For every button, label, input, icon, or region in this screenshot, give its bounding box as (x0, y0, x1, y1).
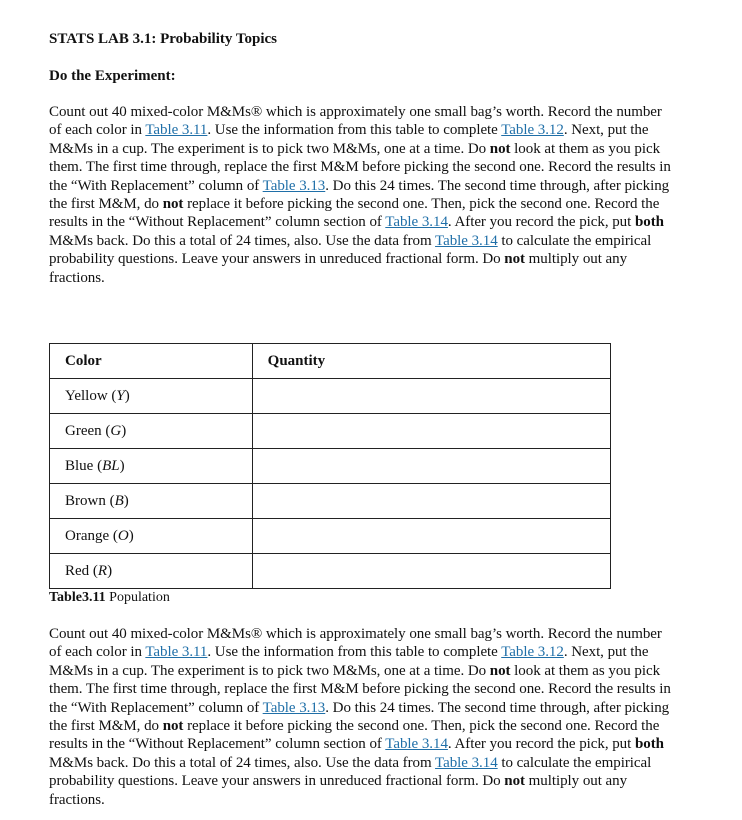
text-run: to calculate the empirical probability questions. Leave your answers in unreduced fractional form. Do (49, 754, 652, 790)
text-run: replace it before picking the second one. Then, pick the second one. Record the results in the “Without Replacement” column section of (49, 718, 660, 753)
text-run: replace it before picking the second one. Then, pick the second one. Record the results in the “Without Replacement” column section of (49, 196, 660, 231)
color-cell: Red (R) (50, 554, 253, 589)
text-run: . Use the information from this table to complete (207, 644, 502, 661)
emphasis-not: not (504, 251, 525, 268)
color-abbr: B (114, 492, 124, 509)
text-run: . Do this 24 times. The second time through, after picking the first M&M, do (49, 699, 670, 735)
caption-text: Population (105, 590, 170, 605)
link-table-3-13[interactable]: Table 3.13 (262, 699, 326, 716)
table-caption (49, 589, 170, 607)
emphasis-not: not (162, 718, 184, 735)
color-abbr: O (117, 527, 129, 544)
text-run: . Next, put the M&Ms in a cup. The experiment is to pick two M&Ms, one at a time. Do (49, 122, 649, 157)
link-table-3-14[interactable]: Table 3.14 (435, 754, 498, 771)
color-abbr: R (97, 562, 108, 579)
quantity-cell[interactable] (252, 449, 610, 484)
color-name: Green (65, 422, 102, 439)
emphasis-not: not (489, 140, 511, 157)
link-table-3-14[interactable]: Table 3.14 (385, 736, 448, 753)
link-table-3-11[interactable]: Table 3.11 (145, 644, 208, 661)
quantity-cell[interactable] (252, 554, 610, 589)
link-table-3-13[interactable]: Table 3.13 (262, 177, 326, 194)
table-row (50, 484, 611, 519)
text-run: look at them as you pick them. The first time through, replace the first M&M before picking the second one. Record the results in the “With Replacement” column of (49, 140, 671, 194)
text-run: look at them as you pick them. The first time through, replace the first M&M before picking the second one. Record the results in the “With Replacement” column of (49, 662, 671, 716)
table-row (50, 414, 611, 449)
text-run: . Do this 24 times. The second time through, after picking the first M&M, do (49, 177, 670, 213)
lab-title: STATS LAB 3.1: Probability Topics (49, 31, 277, 47)
color-cell: Orange (O) (50, 519, 253, 554)
color-name: Orange (65, 527, 110, 544)
table-row (50, 449, 611, 484)
color-cell: Green (G) (50, 414, 253, 449)
color-name: Yellow (65, 387, 108, 404)
quantity-cell[interactable] (252, 519, 610, 554)
population-table (49, 343, 611, 589)
caption-label: Table3.11 (49, 590, 106, 605)
link-table-3-12[interactable]: Table 3.12 (501, 644, 564, 661)
color-name: Blue (65, 457, 94, 474)
table-row (50, 554, 611, 589)
emphasis-both: both (634, 736, 664, 753)
text-run: Count out 40 mixed-color M&Ms® which is approximately one small bag’s worth. Record the number of each color in (49, 626, 662, 661)
color-name: Brown (65, 492, 106, 509)
color-abbr: G (110, 422, 122, 439)
quantity-cell[interactable] (252, 414, 610, 449)
table-row (50, 379, 611, 414)
instructions-paragraph (49, 103, 671, 287)
quantity-cell[interactable] (252, 379, 610, 414)
color-abbr: BL (102, 457, 120, 474)
text-run: Count out 40 mixed-color M&Ms® which is approximately one small bag’s worth. Record the number of each color in (49, 104, 662, 139)
table-row (50, 519, 611, 554)
quantity-cell[interactable] (252, 484, 610, 519)
text-run: . Next, put the M&Ms in a cup. The experiment is to pick two M&Ms, one at a time. Do (49, 644, 649, 679)
emphasis-not: not (162, 196, 184, 213)
link-table-3-12[interactable]: Table 3.12 (501, 122, 564, 139)
table-header-row (50, 344, 611, 379)
text-run: M&Ms back. Do this a total of 24 times, also. Use the data from (49, 754, 436, 771)
color-cell: Yellow (Y) (50, 379, 253, 414)
link-table-3-14[interactable]: Table 3.14 (435, 232, 498, 249)
instructions-paragraph-repeat (49, 625, 671, 809)
emphasis-not: not (504, 773, 525, 790)
color-cell: Brown (B) (50, 484, 253, 519)
text-run: multiply out any fractions. (49, 251, 628, 286)
column-header-quantity: Quantity (252, 344, 610, 379)
text-run: multiply out any fractions. (49, 773, 628, 808)
emphasis-both: both (634, 214, 664, 231)
text-run: . After you record the pick, put (447, 736, 635, 753)
emphasis-not: not (489, 662, 511, 679)
section-heading: Do the Experiment: (49, 68, 176, 84)
text-run: . After you record the pick, put (447, 214, 635, 231)
text-run: . Use the information from this table to complete (207, 122, 502, 139)
color-name: Red (65, 562, 90, 579)
color-cell: Blue (BL) (50, 449, 253, 484)
link-table-3-11[interactable]: Table 3.11 (145, 122, 208, 139)
color-abbr: Y (116, 387, 125, 404)
text-run: to calculate the empirical probability questions. Leave your answers in unreduced fractional form. Do (49, 232, 652, 268)
link-table-3-14[interactable]: Table 3.14 (385, 214, 448, 231)
text-run: M&Ms back. Do this a total of 24 times, also. Use the data from (49, 232, 436, 249)
column-header-color: Color (50, 344, 253, 379)
